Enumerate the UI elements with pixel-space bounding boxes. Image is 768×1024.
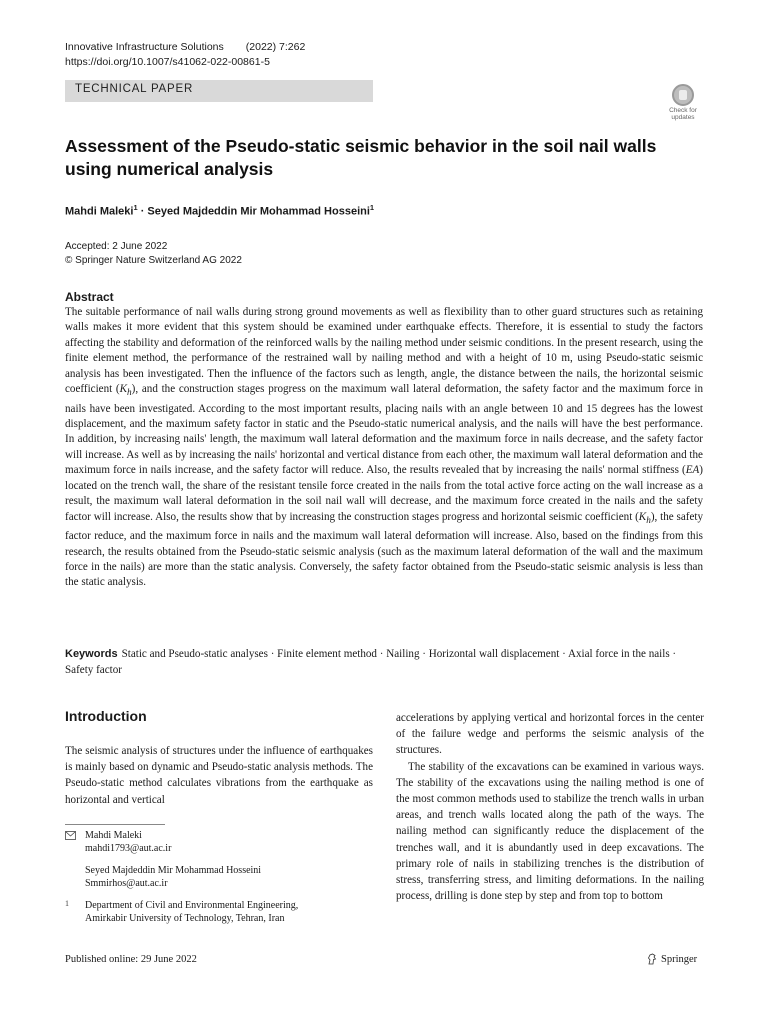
abstract-part: ) located on the trench wall, the share of the resistant tensile force created in the nails from the total active force acting on the wall increase as a result, the maximum wall lateral deformation in the soil nail wall will decrease, and the maximum force created in the nails and the safety factor will increase. Also, the results show that by increasing the construction stages progress and horizontal seismic coefficient (: [65, 464, 703, 523]
keywords: [65, 646, 705, 678]
journal-name: Innovative Infrastructure Solutions: [65, 41, 224, 53]
article-type-bar: [65, 80, 373, 102]
accepted-date: Accepted: 2 June 2022: [65, 241, 168, 252]
author-separator: ·: [137, 205, 148, 218]
keywords-label: Keywords: [65, 648, 118, 660]
check-for-updates-badge[interactable]: [662, 84, 704, 124]
publisher-logo[interactable]: [647, 953, 697, 965]
kh-sub: h: [127, 388, 132, 399]
kh-symbol: [638, 510, 651, 526]
spacer: [65, 890, 373, 899]
journal-volume: (2022) 7:262: [245, 41, 306, 53]
author-name[interactable]: Seyed Majdeddin Mir Mohammad Hosseini: [147, 205, 370, 218]
author-name[interactable]: Mahdi Maleki: [65, 205, 134, 218]
spacer: [65, 855, 373, 864]
keywords-list: Static and Pseudo-static analyses · Finite element method · Nailing · Horizontal wall displacement · Axial force in the nails · Safety factor: [65, 648, 677, 676]
corresponding-email[interactable]: Smmirhos@aut.ac.ir: [85, 878, 168, 889]
doi-link[interactable]: https://doi.org/10.1007/s41062-022-00861-5: [65, 56, 270, 68]
abstract-body: [65, 305, 703, 591]
affiliation: [65, 899, 373, 925]
springer-horse-icon: [647, 953, 657, 965]
abstract-part: ), and the construction stages progress on the maximum wall lateral deformation, the safety factor and the maximum force in nails have been investigated. According to the most important results, placing nails with an angle between 10 and 15 degrees has the lowest displacement, and the maximum safety factor in static and the Pseudo-static numerical analysis, and the nails will have the best performance. In addition, by increasing nails' length, the maximum wall lateral deformation and the maximum force in nails decrease, and the safety factor will increase. As well as by increasing the nails' horizontal and vertical distance from each other, the maximum wall lateral deformation and the maximum force in nails increase, and the safety factor will reduce. Also, the results revealed that by increasing the nails' normal stiffness (: [65, 383, 703, 477]
footnote-divider: [65, 824, 165, 825]
corresponding-name: Mahdi Maleki: [85, 830, 142, 841]
check-updates-line2: updates: [671, 114, 695, 121]
corresponding-name: Seyed Majdeddin Mir Mohammad Hosseini: [85, 865, 262, 876]
affiliation-line: Amirkabir University of Technology, Tehran, Iran: [85, 913, 285, 924]
kh-base: K: [119, 383, 128, 396]
article-dates: [65, 240, 242, 268]
journal-header: [65, 40, 305, 70]
author-affiliation-mark: 1: [369, 203, 375, 212]
introduction-heading: Introduction: [65, 708, 147, 724]
envelope-icon: [65, 829, 76, 844]
corresponding-author: [65, 829, 373, 855]
copyright-notice: © Springer Nature Switzerland AG 2022: [65, 255, 242, 266]
author-affiliation-mark: 1: [133, 203, 138, 212]
author-list: [65, 203, 374, 218]
introduction-right-column: [396, 710, 704, 904]
affiliation-line: Department of Civil and Environmental Engineering,: [85, 900, 299, 911]
abstract-part: The suitable performance of nail walls during strong ground movements as well as flexibility than to other guard structures such as retaining walls makes it more evident that this system should be examined under earthquake effects. Therefore, it is essential to study the factors affecting the stability and deformation of the reinforced walls by the nailing method under seismic conditions. In the present research, using the finite element method, the performance of the restrained wall by nailing method and with a height of 10 m, using Pseudo-static seismic analysis has been investigated. Then the influence of the factors such as length, angle, the distance between the nails, the horizontal seismic coefficient (: [65, 306, 703, 396]
abstract-heading: Abstract: [65, 290, 114, 304]
corresponding-author: [65, 864, 373, 890]
check-for-updates-icon: [672, 84, 694, 106]
check-for-updates-text: [662, 107, 704, 121]
publisher-name: Springer: [661, 953, 698, 965]
kh-symbol: [119, 383, 132, 399]
introduction-paragraph: The stability of the excavations can be examined in various ways. The stability of the excavations using the nailing method is one of the most common methods used to stabilize the trench walls in urban areas, and trench walls located along the path of the ways. The nailing method can significantly reduce the displacement of the trenches wall, and it is abundantly used in deep excavations. The primary role of nails in stabilizing trenches is the distribution of stress, transferring stress, and limiting deformations. In the nailing process, drilling is done step by step and from top to bottom: [396, 760, 704, 903]
introduction-left-paragraph: The seismic analysis of structures under the influence of earthquakes is mainly based on dynamic and Pseudo-static analysis methods. The Pseudo-static method calculates vibrations from the earthquake as horizontal and vertical: [65, 745, 373, 806]
introduction-paragraph: accelerations by applying vertical and horizontal forces in the center of the failure wedge and performs the seismic analysis of the structures.: [396, 712, 704, 757]
abstract-part: ), the safety factor reduce, and the maximum force in nails and the maximum wall lateral deformation will increase. Also, based on the findings from this research, the results obtained from the Pseudo-static seismic analysis (such as the maximum lateral deformation of the wall and the maximum force in the nails) are more than the static analysis. Conversely, the safety factor obtained from the Pseudo-static seismic analysis is less than the static analysis.: [65, 510, 703, 589]
paper-title: Assessment of the Pseudo-static seismic behavior in the soil nail walls using numerical analysis: [65, 136, 657, 179]
kh-sub: h: [646, 515, 651, 526]
affiliation-number: 1: [65, 899, 69, 908]
corresponding-email[interactable]: mahdi1793@aut.ac.ir: [85, 843, 172, 854]
article-type-label: TECHNICAL PAPER: [75, 83, 194, 95]
footnotes: [65, 829, 373, 925]
kh-base: K: [638, 510, 647, 523]
check-updates-line1: Check for: [669, 107, 697, 114]
ea-symbol: EA: [685, 464, 700, 477]
journal-citation: [65, 40, 305, 55]
published-date: Published online: 29 June 2022: [65, 954, 197, 965]
